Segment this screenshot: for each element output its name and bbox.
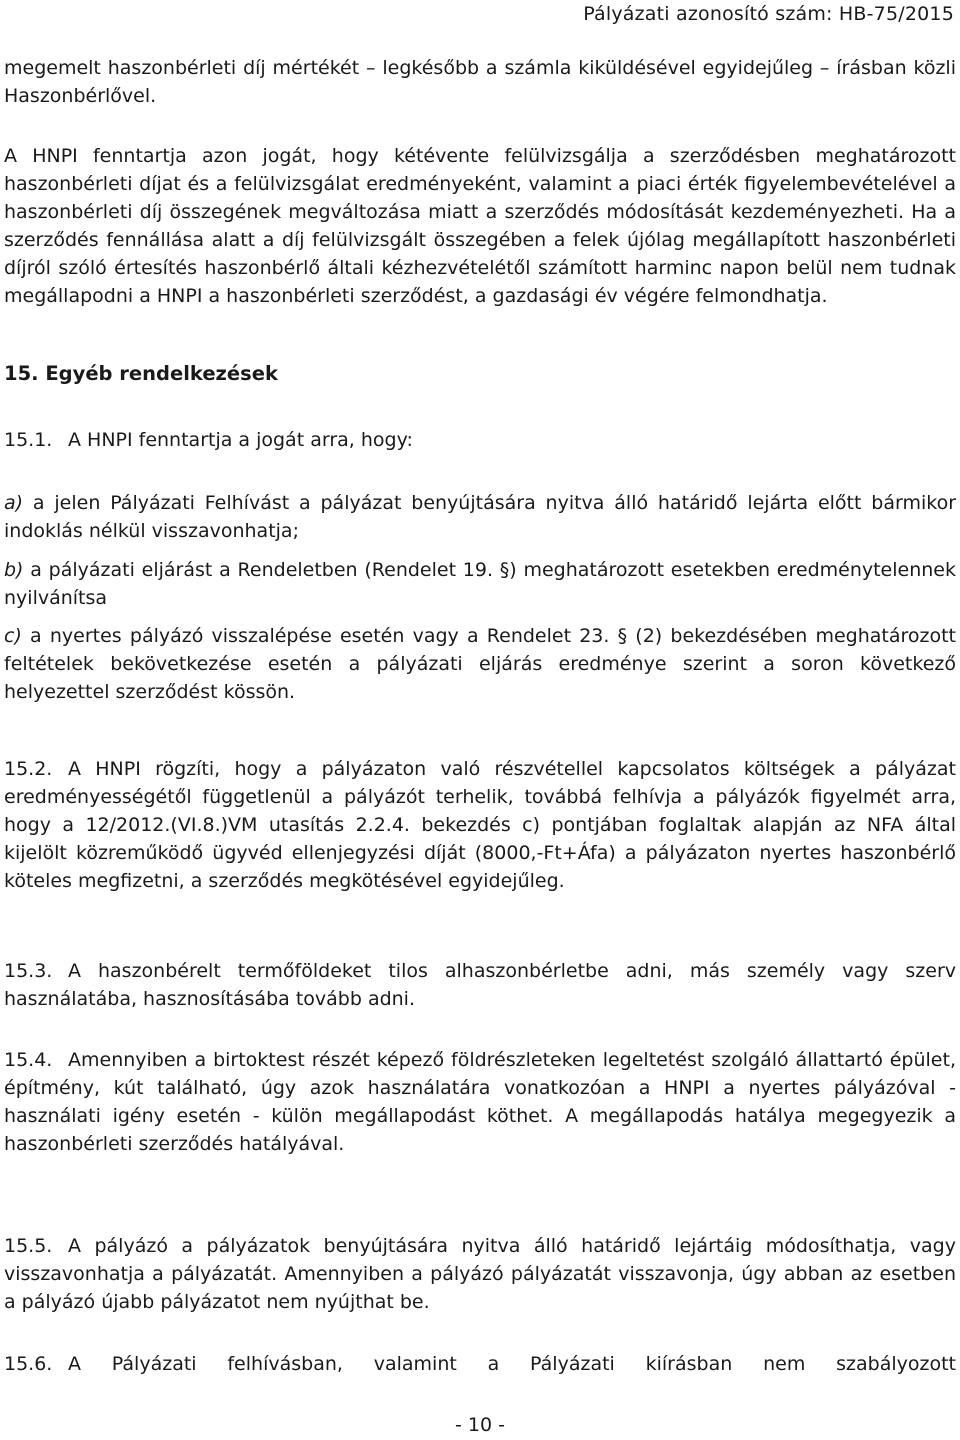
list-item-text: a jelen Pályázati Felhívást a pályázat benyújtására nyitva álló határidő lejárta előtt bármikor indoklás nélkül visszavonhatja; <box>4 492 957 542</box>
clause-15-6 <box>4 1350 956 1378</box>
page-number: - 10 - <box>455 1414 505 1436</box>
list-item-text: a nyertes pályázó visszalépése esetén vagy a Rendelet 23. § (2) bekezdésében meghatározott feltételek bekövetkezése esetén a pályázati eljárás eredménye szerint a soron következő helyezettel szerződést kössön. <box>4 625 956 703</box>
clause-15-4 <box>4 1046 956 1158</box>
list-item-b <box>4 556 956 612</box>
clause-text: Amennyiben a birtoktest részét képező földrészleteken legeltetést szolgáló állattartó épület, építmény, kút található, úgy azok használatára vonatkozóan a HNPI a nyertes pályázóval - használati igény esetén - külön megállapodást köthet. A megállapodás hatálya megegyezik a haszonbérleti szerződés hatályával. <box>4 1049 956 1155</box>
clause-text: A pályázó a pályázatok benyújtására nyitva álló határidő lejártáig módosíthatja, vagy visszavonhatja a pályázatát. Amennyiben a pályázó pályázatát visszavonja, úgy abban az esetben a pályázó újabb pályázatot nem nyújthat be. <box>4 1235 956 1313</box>
clause-15-3 <box>4 957 956 1013</box>
clause-number: 15.1. <box>4 429 53 451</box>
clause-number: 15.6. <box>4 1353 53 1375</box>
clause-number: 15.5. <box>4 1235 53 1257</box>
clause-15-5 <box>4 1232 956 1316</box>
clause-text: A HNPI rögzíti, hogy a pályázaton való részvétellel kapcsolatos költségek a pályázat eredményességétől függetlenül a pályázót terhelik, továbbá felhívja a pályázók figyelmét arra, hogy a 12/2012.(VI.8.)VM utasítás 2.2.4. bekezdés c) pontjában foglaltak alapján az NFA által kijelölt közreműködő ügyvéd ellenjegyzési díját (8000,-Ft+Áfa) a pályázaton nyertes haszonbérlő köteles megfizetni, a szerződés megkötésével egyidejűleg. <box>4 758 956 892</box>
list-item-a <box>4 489 956 545</box>
list-item-c <box>4 622 956 706</box>
clause-number: 15.4. <box>4 1049 53 1071</box>
section-heading: 15. Egyéb rendelkezések <box>4 362 278 385</box>
list-marker: b) <box>4 559 24 581</box>
list-item-text: a pályázati eljárást a Rendeletben (Rendelet 19. §) meghatározott esetekben eredménytelennek nyilvánítsa <box>4 559 956 609</box>
clause-15-1 <box>4 426 956 454</box>
list-marker: c) <box>4 625 22 647</box>
clause-number: 15.2. <box>4 758 53 780</box>
clause-text: A Pályázati felhívásban, valamint a Pályázati kiírásban nem szabályozott <box>68 1353 956 1375</box>
list-marker: a) <box>4 492 24 514</box>
paragraph-rent-review: A HNPI fenntartja azon jogát, hogy kétévente felülvizsgálja a szerződésben meghatározott haszonbérleti díjat és a felülvizsgálat eredményeként, valamint a piaci érték figyelembevételével a haszonbérleti díj összegének megváltozása miatt a szerződés módosítását kezdeményezheti. Ha a szerződés fennállása alatt a díj felülvizsgált összegében a felek újólag megállapított haszonbérleti díjról szóló értesítés haszonbérlő általi kézhezvételétől számított harminc napon belül nem tudnak megállapodni a HNPI a haszonbérleti szerződést, a gazdasági év végére felmondhatja. <box>4 145 956 307</box>
clause-15-2 <box>4 755 956 895</box>
clause-text: A haszonbérelt termőföldeket tilos alhaszonbérletbe adni, más személy vagy szerv használatába, hasznosításába tovább adni. <box>4 960 956 1010</box>
clause-number: 15.3. <box>4 960 53 982</box>
document-id-header: Pályázati azonosító szám: HB-75/2015 <box>583 3 954 25</box>
paragraph-rent-increase: megemelt haszonbérleti díj mértékét – legkésőbb a számla kiküldésével egyidejűleg – írásban közli Haszonbérlővel. <box>4 57 956 107</box>
clause-text: A HNPI fenntartja a jogát arra, hogy: <box>68 429 413 451</box>
